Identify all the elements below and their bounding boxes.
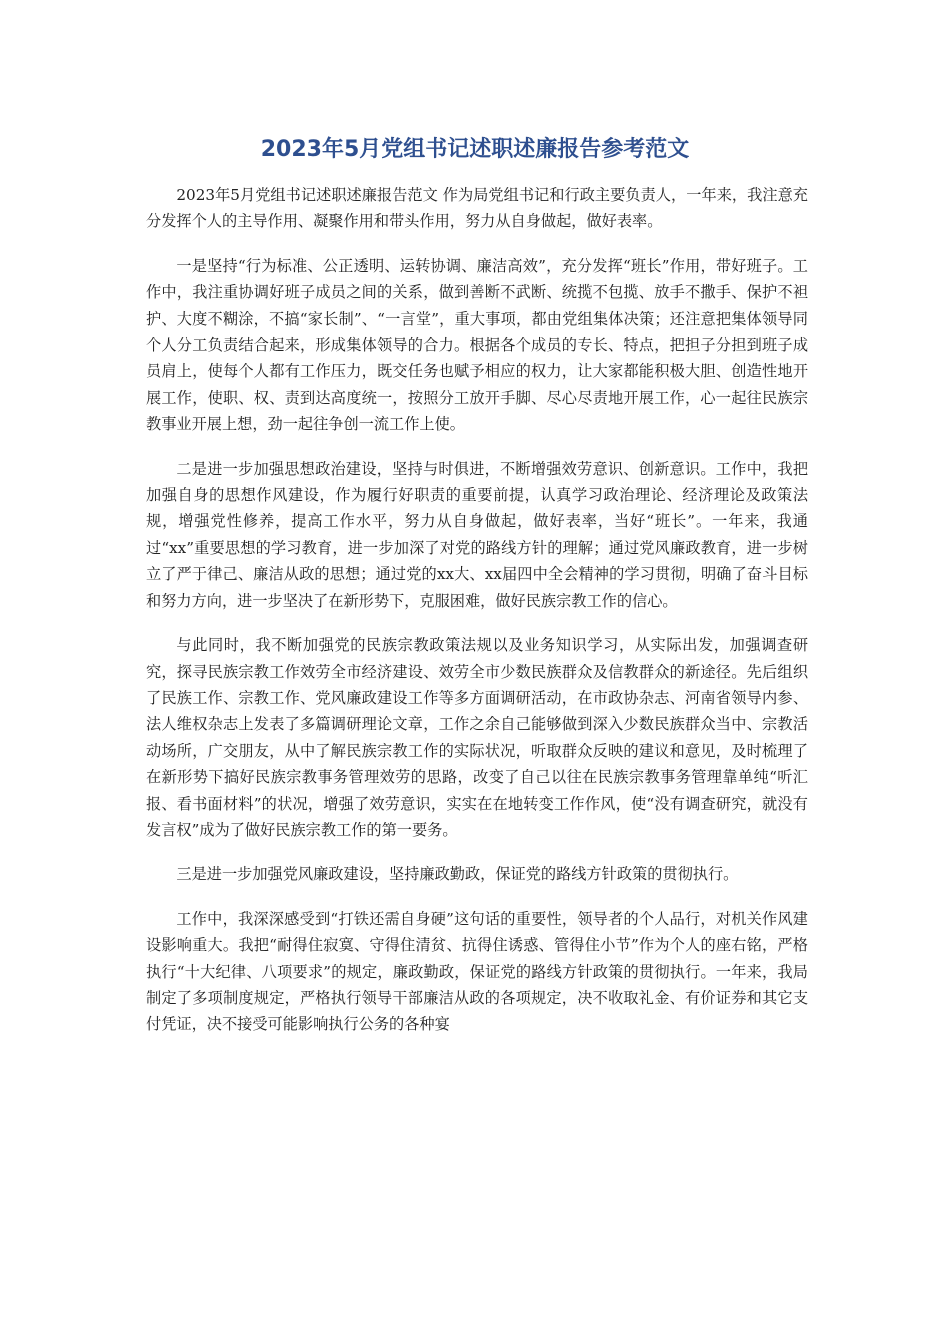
paragraph-intro: 2023年5月党组书记述职述廉报告范文 作为局党组书记和行政主要负责人，一年来，我注意充分发挥个人的主导作用、凝聚作用和带头作用，努力从自身做起，做好表率。: [146, 186, 808, 231]
paragraph-policy-study: 与此同时，我不断加强党的民族宗教政策法规以及业务知识学习，从实际出发，加强调查研究，探寻民族宗教工作效劳全市经济建设、效劳全市少数民族群众及信教群众的新途径。先后组织了民族工作、宗教工作、党风廉政建设工作等多方面调研活动，在市政协杂志、河南省领导内参、法人维权杂志上发表了多篇调研理论文章，工作之余自己能够做到深入少数民族群众当中、宗教活动场所，广交朋友，从中了解民族宗教工作的实际状况，听取群众反映的建议和意见，及时梳理了在新形势下搞好民族宗教事务管理效劳的思路，改变了自己以往在民族宗教事务管理靠单纯“听汇报、看书面材料”的状况，增强了效劳意识，实实在在地转变工作作风，使“没有调查研究，就没有发言权”成为了做好民族宗教工作的第一要务。: [146, 636, 808, 839]
paragraph-integrity-heading: 三是进一步加强党风廉政建设，坚持廉政勤政，保证党的路线方针政策的贯彻执行。: [176, 865, 739, 884]
document-body: [146, 182, 808, 1056]
paragraph-team-leadership: 一是坚持“行为标准、公正透明、运转协调、廉洁高效”，充分发挥“班长”作用，带好班子。工作中，我注重协调好班子成员之间的关系，做到善断不武断、统揽不包揽、放手不撒手、保护不袒护、大度不糊涂，不搞“家长制”、“一言堂”，重大事项，都由党组集体决策；还注意把集体领导同个人分工负责结合起来，形成集体领导的合力。根据各个成员的专长、特点，把担子分担到班子成员肩上，使每个人都有工作压力，既交任务也赋予相应的权力，让大家都能积极大胆、创造性地开展工作，使职、权、责到达高度统一，按照分工放开手脚、尽心尽责地开展工作，心一起往民族宗教事业开展上想，劲一起往争创一流工作上使。: [146, 256, 808, 434]
paragraph-political-building: 二是进一步加强思想政治建设，坚持与时俱进，不断增强效劳意识、创新意识。工作中，我把加强自身的思想作风建设，作为履行好职责的重要前提，认真学习政治理论、经济理论及政策法规，增强党性修养，提高工作水平，努力从自身做起，做好表率，当好“班长”。一年来，我通过“xx”重要思想的学习教育，进一步加深了对党的路线方针的理解；通过党风廉政教育，进一步树立了严于律己、廉洁从政的思想；通过党的xx大、xx届四中全会精神的学习贯彻，明确了奋斗目标和努力方向，进一步坚决了在新形势下，克服困难，做好民族宗教工作的信心。: [146, 459, 808, 610]
document-title: 2023年5月党组书记述职述廉报告参考范文: [260, 137, 690, 162]
paragraph-integrity-detail: 工作中，我深深感受到“打铁还需自身硬”这句话的重要性，领导者的个人品行，对机关作风建设影响重大。我把“耐得住寂寞、守得住清贫、抗得住诱惑、管得住小节”作为个人的座右铭，严格执行“十大纪律、八项要求”的规定，廉政勤政，保证党的路线方针政策的贯彻执行。一年来，我局制定了多项制度规定，严格执行领导干部廉洁从政的各项规定，决不收取礼金、有价证券和其它支付凭证，决不接受可能影响执行公务的各种宴: [146, 909, 808, 1034]
